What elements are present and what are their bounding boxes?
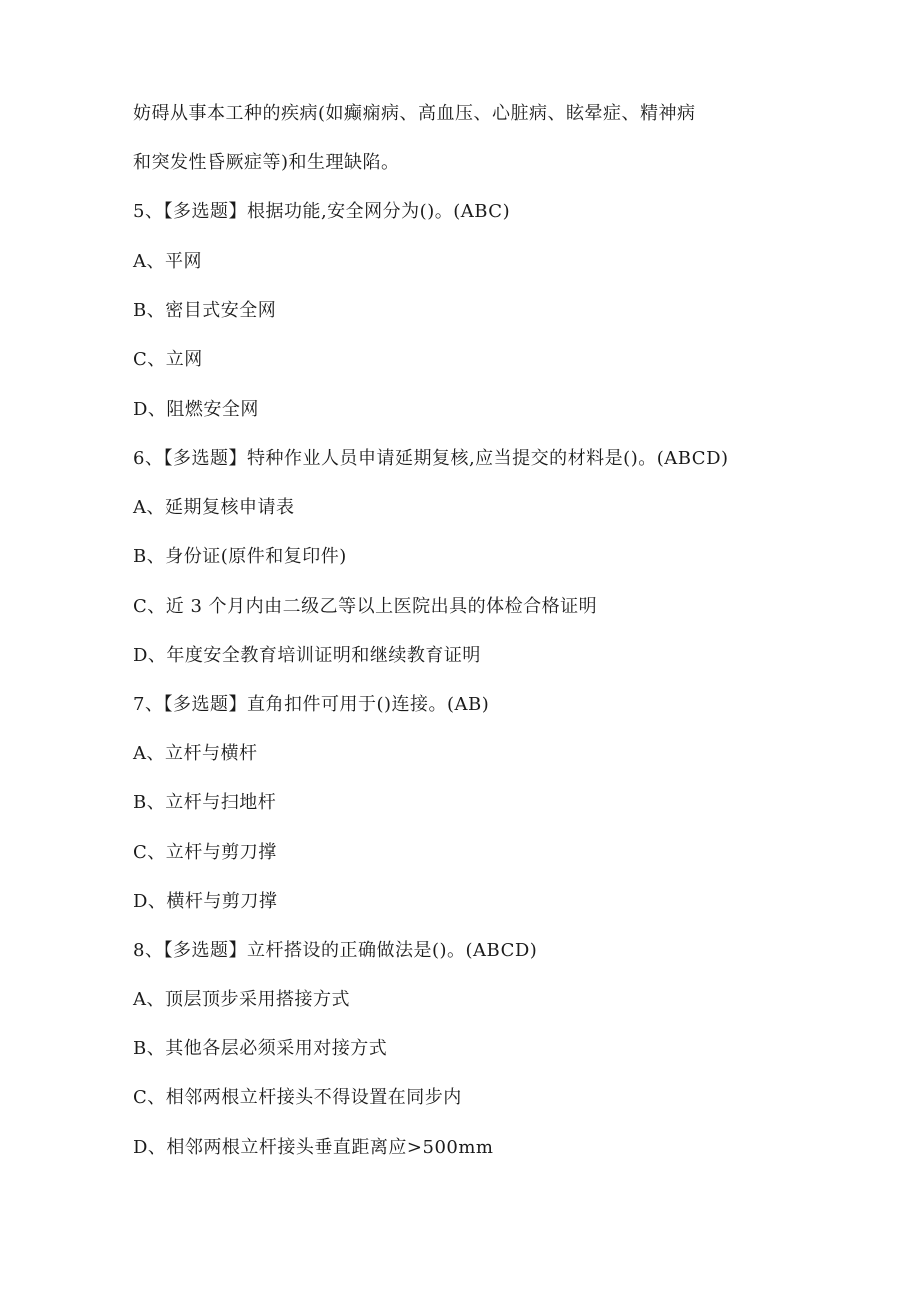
question-7-option-d: D、横杆与剪刀撑 [133,891,278,912]
question-7-option-c: C、立杆与剪刀撑 [133,842,277,863]
question-6-option-c: C、近 3 个月内由二级乙等以上医院出具的体检合格证明 [133,596,598,617]
question-5-stem: 5、【多选题】根据功能,安全网分为()。(ABC) [133,201,511,222]
question-8-option-c: C、相邻两根立杆接头不得设置在同步内 [133,1087,462,1108]
question-7-stem: 7、【多选题】直角扣件可用于()连接。(AB) [133,694,490,715]
question-8-option-a: A、顶层顶步采用搭接方式 [133,989,350,1010]
question-5-option-c: C、立网 [133,349,203,370]
question-6-stem: 6、【多选题】特种作业人员申请延期复核,应当提交的材料是()。(ABCD) [133,448,729,469]
question-8-option-d: D、相邻两根立杆接头垂直距离应>500mm [133,1137,494,1158]
question-7-option-b: B、立杆与扫地杆 [133,792,277,813]
question-5-option-d: D、阻燃安全网 [133,399,259,420]
question-8-option-b: B、其他各层必须采用对接方式 [133,1038,388,1059]
question-7-option-a: A、立杆与横杆 [133,743,258,764]
question-6-option-d: D、年度安全教育培训证明和继续教育证明 [133,645,481,666]
question-5-option-a: A、平网 [133,251,202,272]
question-6-option-b: B、身份证(原件和复印件) [133,546,347,567]
question-8-stem: 8、【多选题】立杆搭设的正确做法是()。(ABCD) [133,940,538,961]
question-6-option-a: A、延期复核申请表 [133,497,295,518]
continuation-line-1: 妨碍从事本工种的疾病(如癫痫病、高血压、心脏病、眩晕症、精神病 [133,103,696,124]
question-5-option-b: B、密目式安全网 [133,300,277,321]
continuation-line-2: 和突发性昏厥症等)和生理缺陷。 [133,152,400,173]
